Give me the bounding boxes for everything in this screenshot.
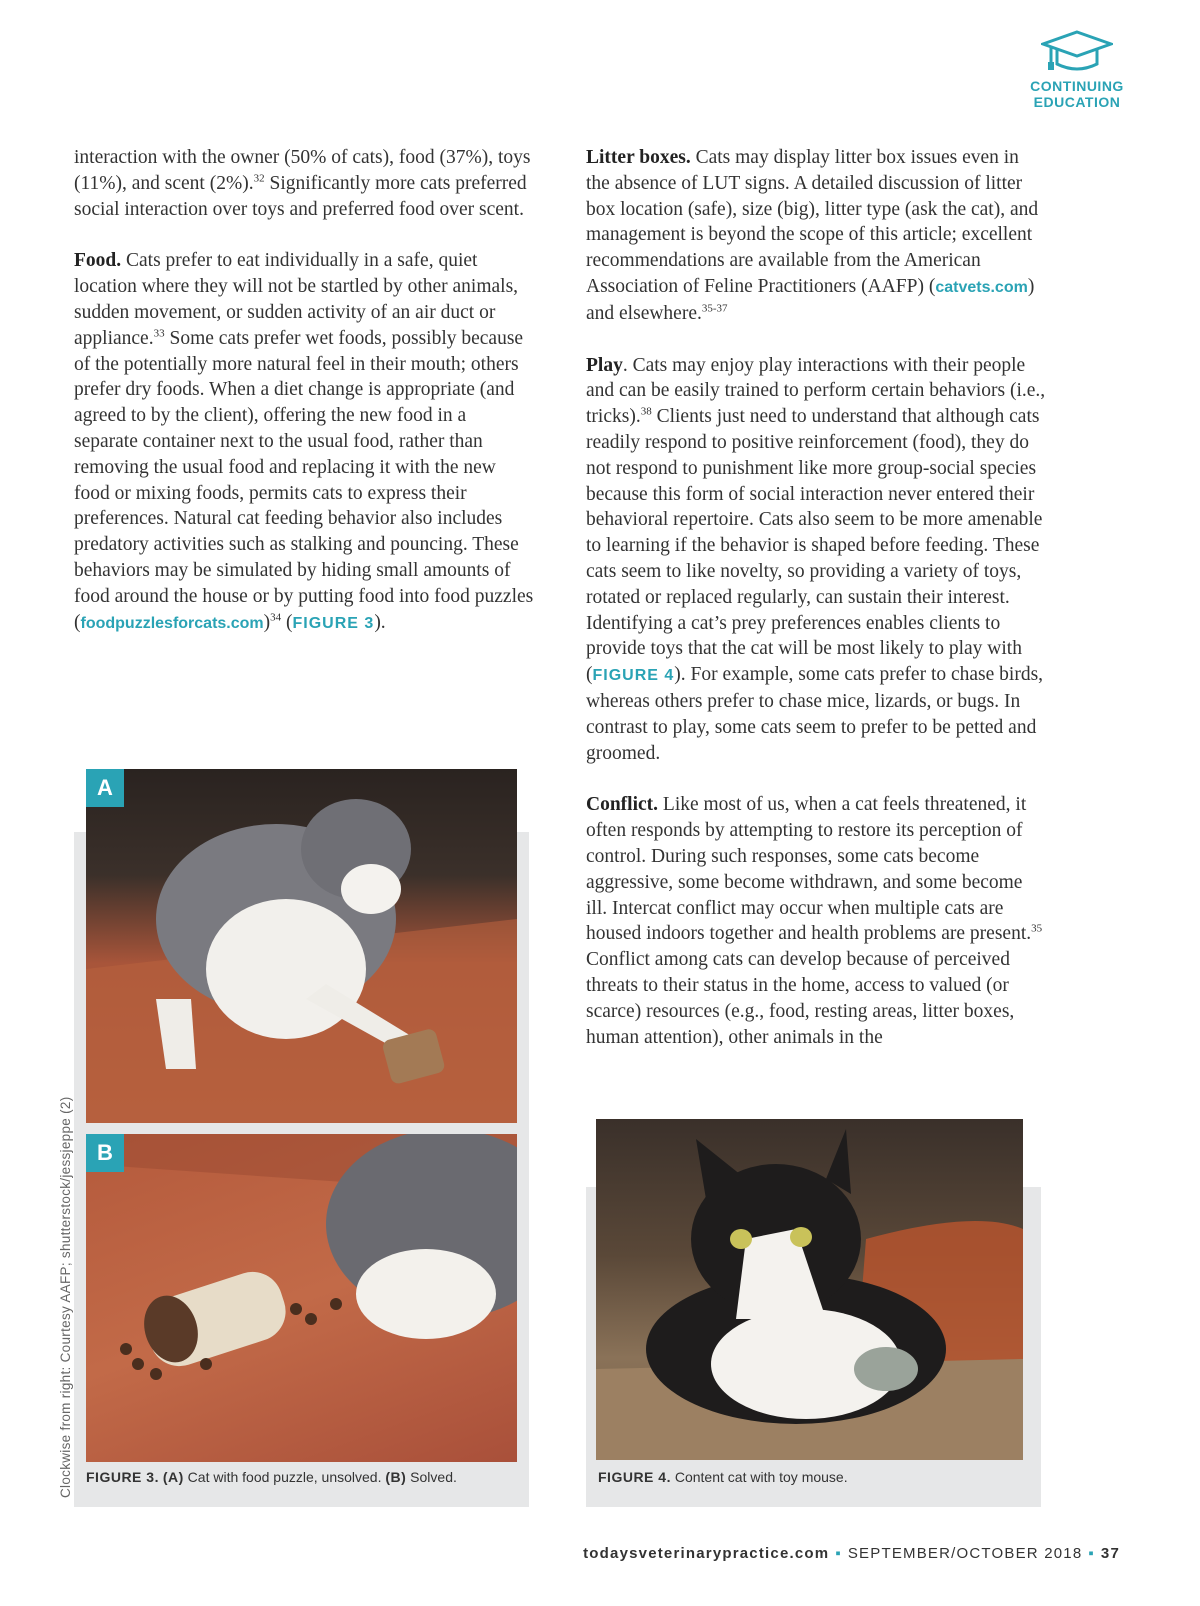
graduation-cap-icon	[1012, 30, 1142, 74]
text: Like most of us, when a cat feels threatened, it often responds by attempting to restore its perception of control. During such responses, some cats become aggressive, some become withdrawn, and some become ill. Intercat conflict may occur when multiple cats are housed indoors together and health problems are present.	[586, 794, 1032, 945]
cat-eating-kibble-image	[86, 1134, 517, 1462]
figure-3b-photo	[86, 1134, 517, 1462]
page-number: 37	[1100, 1545, 1120, 1562]
cat-with-toy-mouse-image	[596, 1119, 1023, 1460]
section-heading: Play	[586, 354, 623, 376]
text: ) and elsewhere.	[586, 275, 1035, 324]
food-paragraph	[74, 248, 534, 636]
text: Significantly more cats preferred social interaction over toys and preferred food over scent.	[74, 172, 527, 220]
text: Cats may display litter box issues even in the absence of LUT signs. A detailed discussion of litter box location (safe), size (big), litter type (ask the cat), and management is beyond the scope of this article; excellent recommendations are available from the American Association of Feline Practitioners (AAFP) (	[586, 147, 1039, 297]
footer-issue: SEPTEMBER/OCTOBER 2018	[847, 1545, 1083, 1562]
litter-paragraph	[586, 145, 1046, 327]
text: )	[263, 611, 271, 633]
citation: 35	[1031, 922, 1043, 935]
conflict-paragraph	[586, 792, 1046, 1050]
text: . Cats may enjoy play interactions with their people and can be easily trained to perform certain behaviors (i.e., tricks).	[586, 354, 1046, 428]
play-paragraph	[586, 353, 1046, 767]
citation: 35-37	[701, 302, 728, 315]
caption-label: FIGURE 3.	[86, 1469, 159, 1485]
text: Some cats prefer wet foods, possibly because of the potentially more natural feel in their mouth; others prefer dry foods. When a diet change is appropriate (and agreed to by the client), offering the new food in a separate container next to the usual food, rather than removing the usual food and replacing it with the new food or mixing foods, permits cats to express their preferences. Natural cat feeding behavior also includes predatory activities such as stalking and pouncing. These behaviors may be simulated by hiding small amounts of food around the house or by putting food into food puzzles (	[74, 327, 534, 633]
left-column	[74, 145, 534, 662]
catvets-link[interactable]: catvets.com	[935, 278, 1028, 296]
text: ).	[374, 611, 386, 633]
intro-paragraph	[74, 145, 534, 222]
caption-label: FIGURE 4.	[598, 1469, 671, 1485]
separator-icon: ▪	[1088, 1545, 1095, 1562]
panel-b-label: B	[86, 1134, 124, 1172]
figure-4-caption	[598, 1469, 848, 1485]
text: interaction with the owner (50% of cats), food (37%), toys (11%), and scent (2%).	[74, 147, 531, 194]
continuing-education-badge	[1012, 30, 1142, 110]
caption-text: Content cat with toy mouse.	[670, 1469, 848, 1485]
caption-tag: (A)	[162, 1469, 184, 1485]
caption-text: Solved.	[406, 1469, 457, 1485]
photo-credit: Clockwise from right: Courtesy AAFP; shutterstock/jessjeppe (2)	[58, 1096, 73, 1498]
figure-3-caption	[86, 1469, 457, 1485]
section-heading: Conflict.	[586, 794, 659, 816]
caption-tag: (B)	[385, 1469, 407, 1485]
citation: 38	[640, 405, 652, 418]
figure-3-reference[interactable]: FIGURE 3	[292, 614, 375, 632]
figure-4-photo	[596, 1119, 1023, 1460]
citation: 33	[153, 327, 165, 340]
text: Clients just need to understand that although cats readily respond to positive reinforcement (food), they do not respond to punishment like more group-social species because this form of social interaction never entered their behavioral repertoire. Cats also seem to be more amenable to learning if the behavior is shaped before feeding. These cats seem to like novelty, so providing a variety of toys, rotated or replaced regularly, can sustain their interest. Identifying a cat’s prey preferences enables clients to provide toys that the cat will be most likely to play with (	[586, 406, 1043, 686]
footer-site[interactable]: todaysveterinarypractice.com	[583, 1545, 830, 1562]
citation: 34	[270, 611, 282, 624]
right-column	[586, 145, 1046, 1076]
page-footer	[583, 1545, 1120, 1562]
panel-a-label: A	[86, 769, 124, 807]
badge-label: CONTINUING EDUCATION	[1030, 78, 1124, 110]
figure-3a-photo	[86, 769, 517, 1123]
section-heading: Litter boxes.	[586, 147, 691, 168]
figure-4-reference[interactable]: FIGURE 4	[592, 667, 675, 685]
text: (	[281, 611, 293, 633]
caption-text: Cat with food puzzle, unsolved.	[183, 1469, 386, 1485]
text: Conflict among cats can develop because of perceived threats to their status in the home, access to valued (or scarce) resources (e.g., food, resting areas, litter boxes, human attention), other animals in the	[586, 949, 1015, 1048]
citation: 32	[253, 172, 265, 185]
separator-icon: ▪	[835, 1545, 842, 1562]
text: Cats prefer to eat individually in a safe, quiet location where they will not be startled by other animals, sudden movement, or sudden activity of an air duct or appliance.	[74, 250, 519, 349]
section-heading: Food.	[74, 250, 122, 272]
foodpuzzles-link[interactable]: foodpuzzlesforcats.com	[80, 614, 264, 632]
text: ). For example, some cats prefer to chase birds, whereas others prefer to chase mice, lizards, or bugs. In contrast to play, some cats seem to prefer to be petted and groomed.	[586, 664, 1044, 764]
cat-with-food-puzzle-image	[86, 769, 517, 1123]
